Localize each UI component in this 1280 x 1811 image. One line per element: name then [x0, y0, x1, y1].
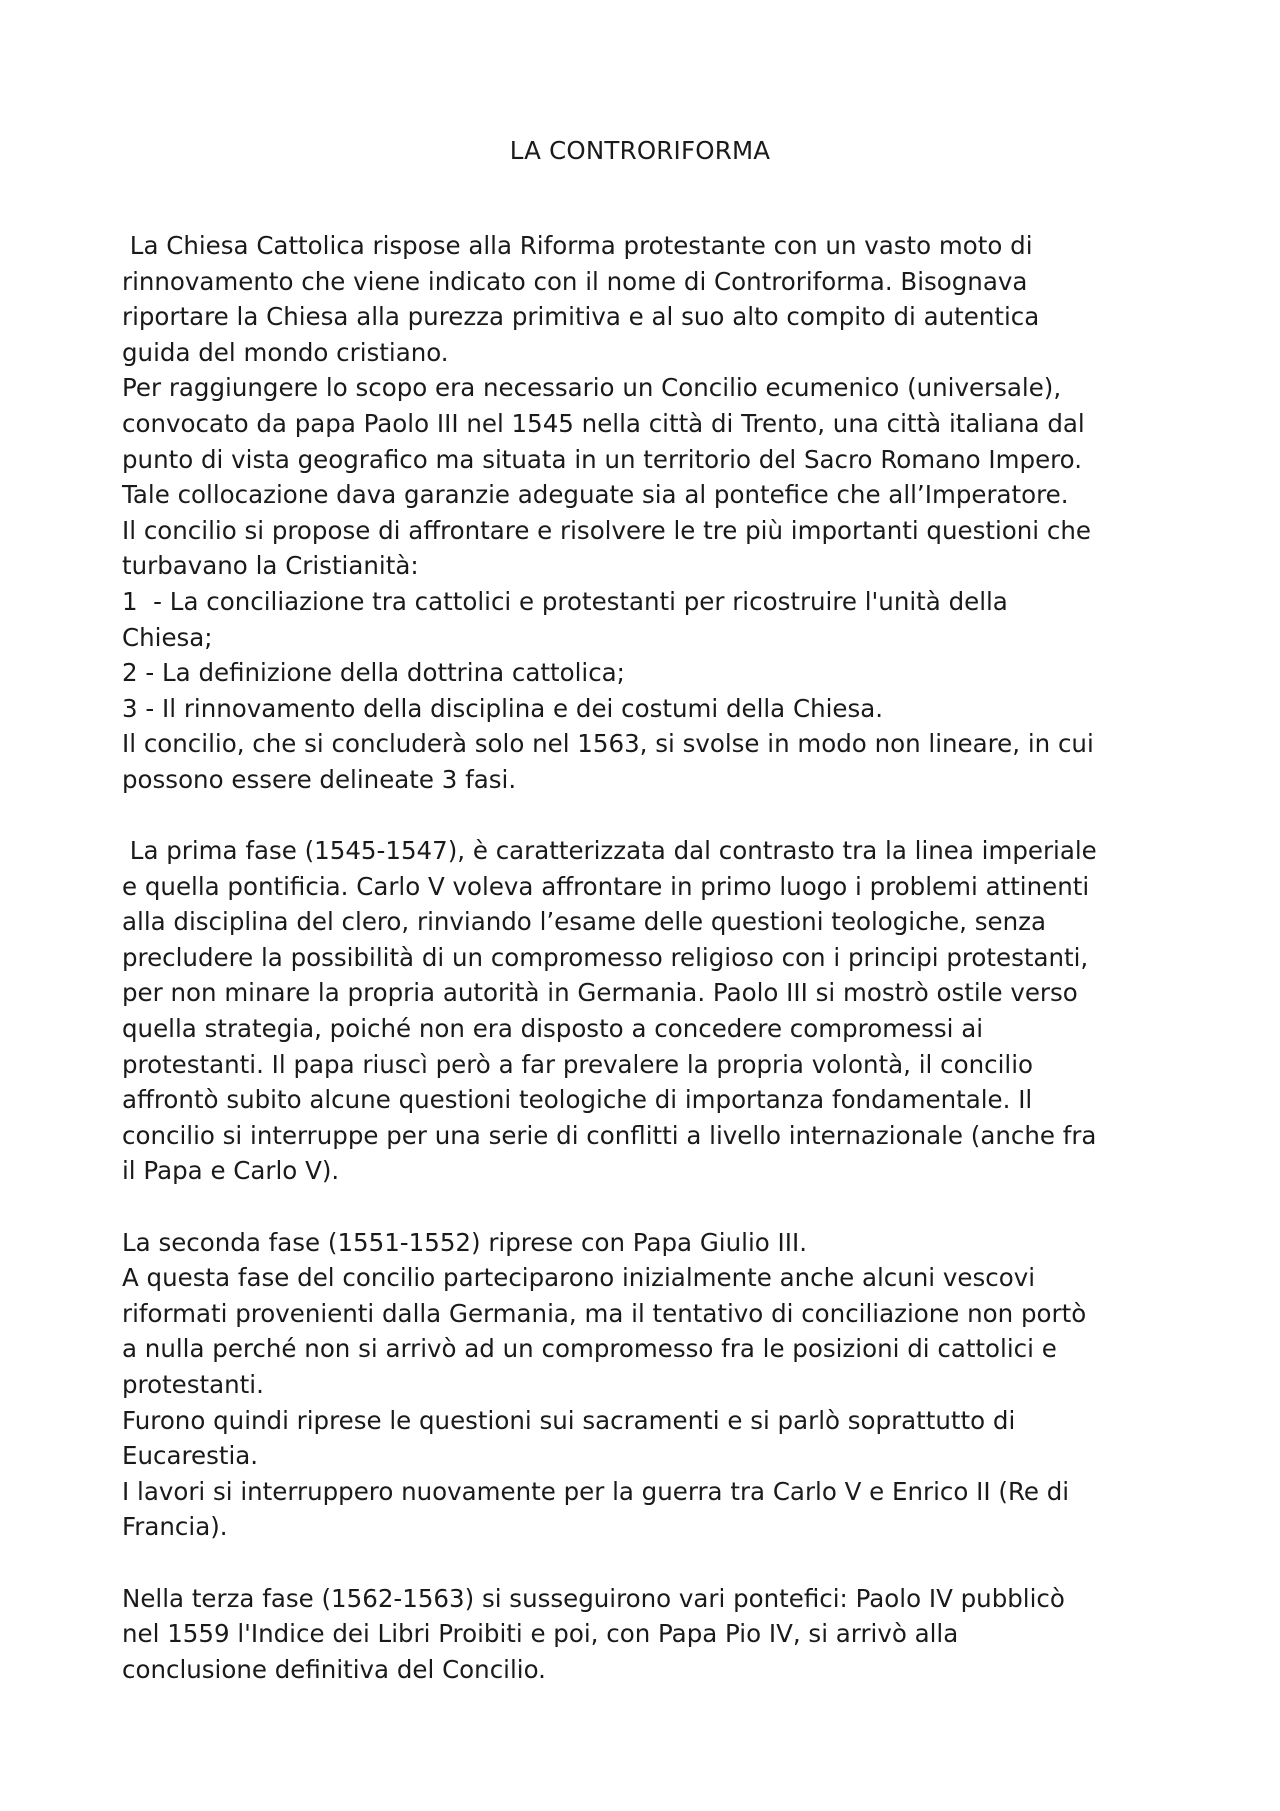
document-title: LA CONTRORIFORMA [509, 136, 771, 165]
text-line: precludere la possibilità di un compromesso religioso con i principi protestanti, [122, 942, 1089, 972]
text-line: Eucarestia. [122, 1441, 259, 1471]
text-line: guida del mondo cristiano. [122, 337, 449, 367]
text-line: Chiesa; [122, 622, 213, 652]
text-line: il Papa e Carlo V). [122, 1156, 340, 1186]
text-line: La prima fase (1545-1547), è caratterizzata dal contrasto tra la linea imperiale [122, 836, 1097, 866]
text-line: concilio si interruppe per una serie di conflitti a livello internazionale (anche fra [122, 1120, 1097, 1150]
paragraph-gap [122, 1545, 1172, 1581]
text-line: turbavano la Cristianità: [122, 551, 419, 581]
text-line: La seconda fase (1551-1552) riprese con Papa Giulio III. [122, 1227, 807, 1257]
text-line: conclusione definitiva del Concilio. [122, 1654, 546, 1684]
text-line: Furono quindi riprese le questioni sui sacramenti e si parlò soprattutto di [122, 1405, 1016, 1435]
text-line: possono essere delineate 3 fasi. [122, 764, 517, 794]
text-line: I lavori si interruppero nuovamente per la guerra tra Carlo V e Enrico II (Re di [122, 1476, 1070, 1506]
text-line: nel 1559 l'Indice dei Libri Proibiti e poi, con Papa Pio IV, si arrivò alla [122, 1619, 959, 1649]
paragraph-gap [122, 798, 1172, 834]
paragraph-gap [122, 1189, 1172, 1225]
text-line: punto di vista geografico ma situata in un territorio del Sacro Romano Impero. [122, 444, 1083, 474]
text-line: protestanti. Il papa riuscì però a far prevalere la propria volontà, il concilio [122, 1049, 1034, 1079]
document-body [122, 228, 1172, 1687]
text-line: a nulla perché non si arrivò ad un compromesso fra le posizioni di cattolici e [122, 1334, 1057, 1364]
text-line: La Chiesa Cattolica rispose alla Riforma protestante con un vasto moto di [122, 231, 1033, 260]
text-line: rinnovamento che viene indicato con il nome di Controriforma. Bisognava [122, 266, 1028, 296]
text-line: Tale collocazione dava garanzie adeguate sia al pontefice che all’Imperatore. [122, 480, 1069, 510]
text-line: 3 - Il rinnovamento della disciplina e dei costumi della Chiesa. [122, 693, 884, 723]
text-line: Francia). [122, 1512, 228, 1542]
text-line: e quella pontificia. Carlo V voleva affrontare in primo luogo i problemi attinenti [122, 871, 1090, 901]
text-line: Il concilio, che si concluderà solo nel 1563, si svolse in modo non lineare, in cui [122, 729, 1094, 759]
text-line: Il concilio si propose di affrontare e risolvere le tre più importanti questioni che [122, 515, 1091, 545]
text-line: affrontò subito alcune questioni teologiche di importanza fondamentale. Il [122, 1085, 1033, 1115]
text-line: protestanti. [122, 1370, 264, 1399]
text-line: alla disciplina del clero, rinviando l’esame delle questioni teologiche, senza [122, 907, 1047, 937]
text-line: convocato da papa Paolo III nel 1545 nella città di Trento, una città italiana dal [122, 408, 1085, 438]
text-line: 1 - La conciliazione tra cattolici e protestanti per ricostruire l'unità della [122, 586, 1008, 616]
text-line: quella strategia, poiché non era disposto a concedere compromessi ai [122, 1014, 984, 1044]
text-line: riformati provenienti dalla Germania, ma il tentativo di conciliazione non portò [122, 1298, 1087, 1328]
text-line: per non minare la propria autorità in Germania. Paolo III si mostrò ostile verso [122, 978, 1078, 1008]
text-line: 2 - La definizione della dottrina cattolica; [122, 658, 625, 688]
text-line: Nella terza fase (1562-1563) si susseguirono vari pontefici: Paolo IV pubblicò [122, 1583, 1065, 1613]
text-line: Per raggiungere lo scopo era necessario un Concilio ecumenico (universale), [122, 373, 1062, 403]
text-line: riportare la Chiesa alla purezza primitiva e al suo alto compito di autentica [122, 302, 1040, 332]
text-line: A questa fase del concilio parteciparono inizialmente anche alcuni vescovi [122, 1263, 1036, 1293]
